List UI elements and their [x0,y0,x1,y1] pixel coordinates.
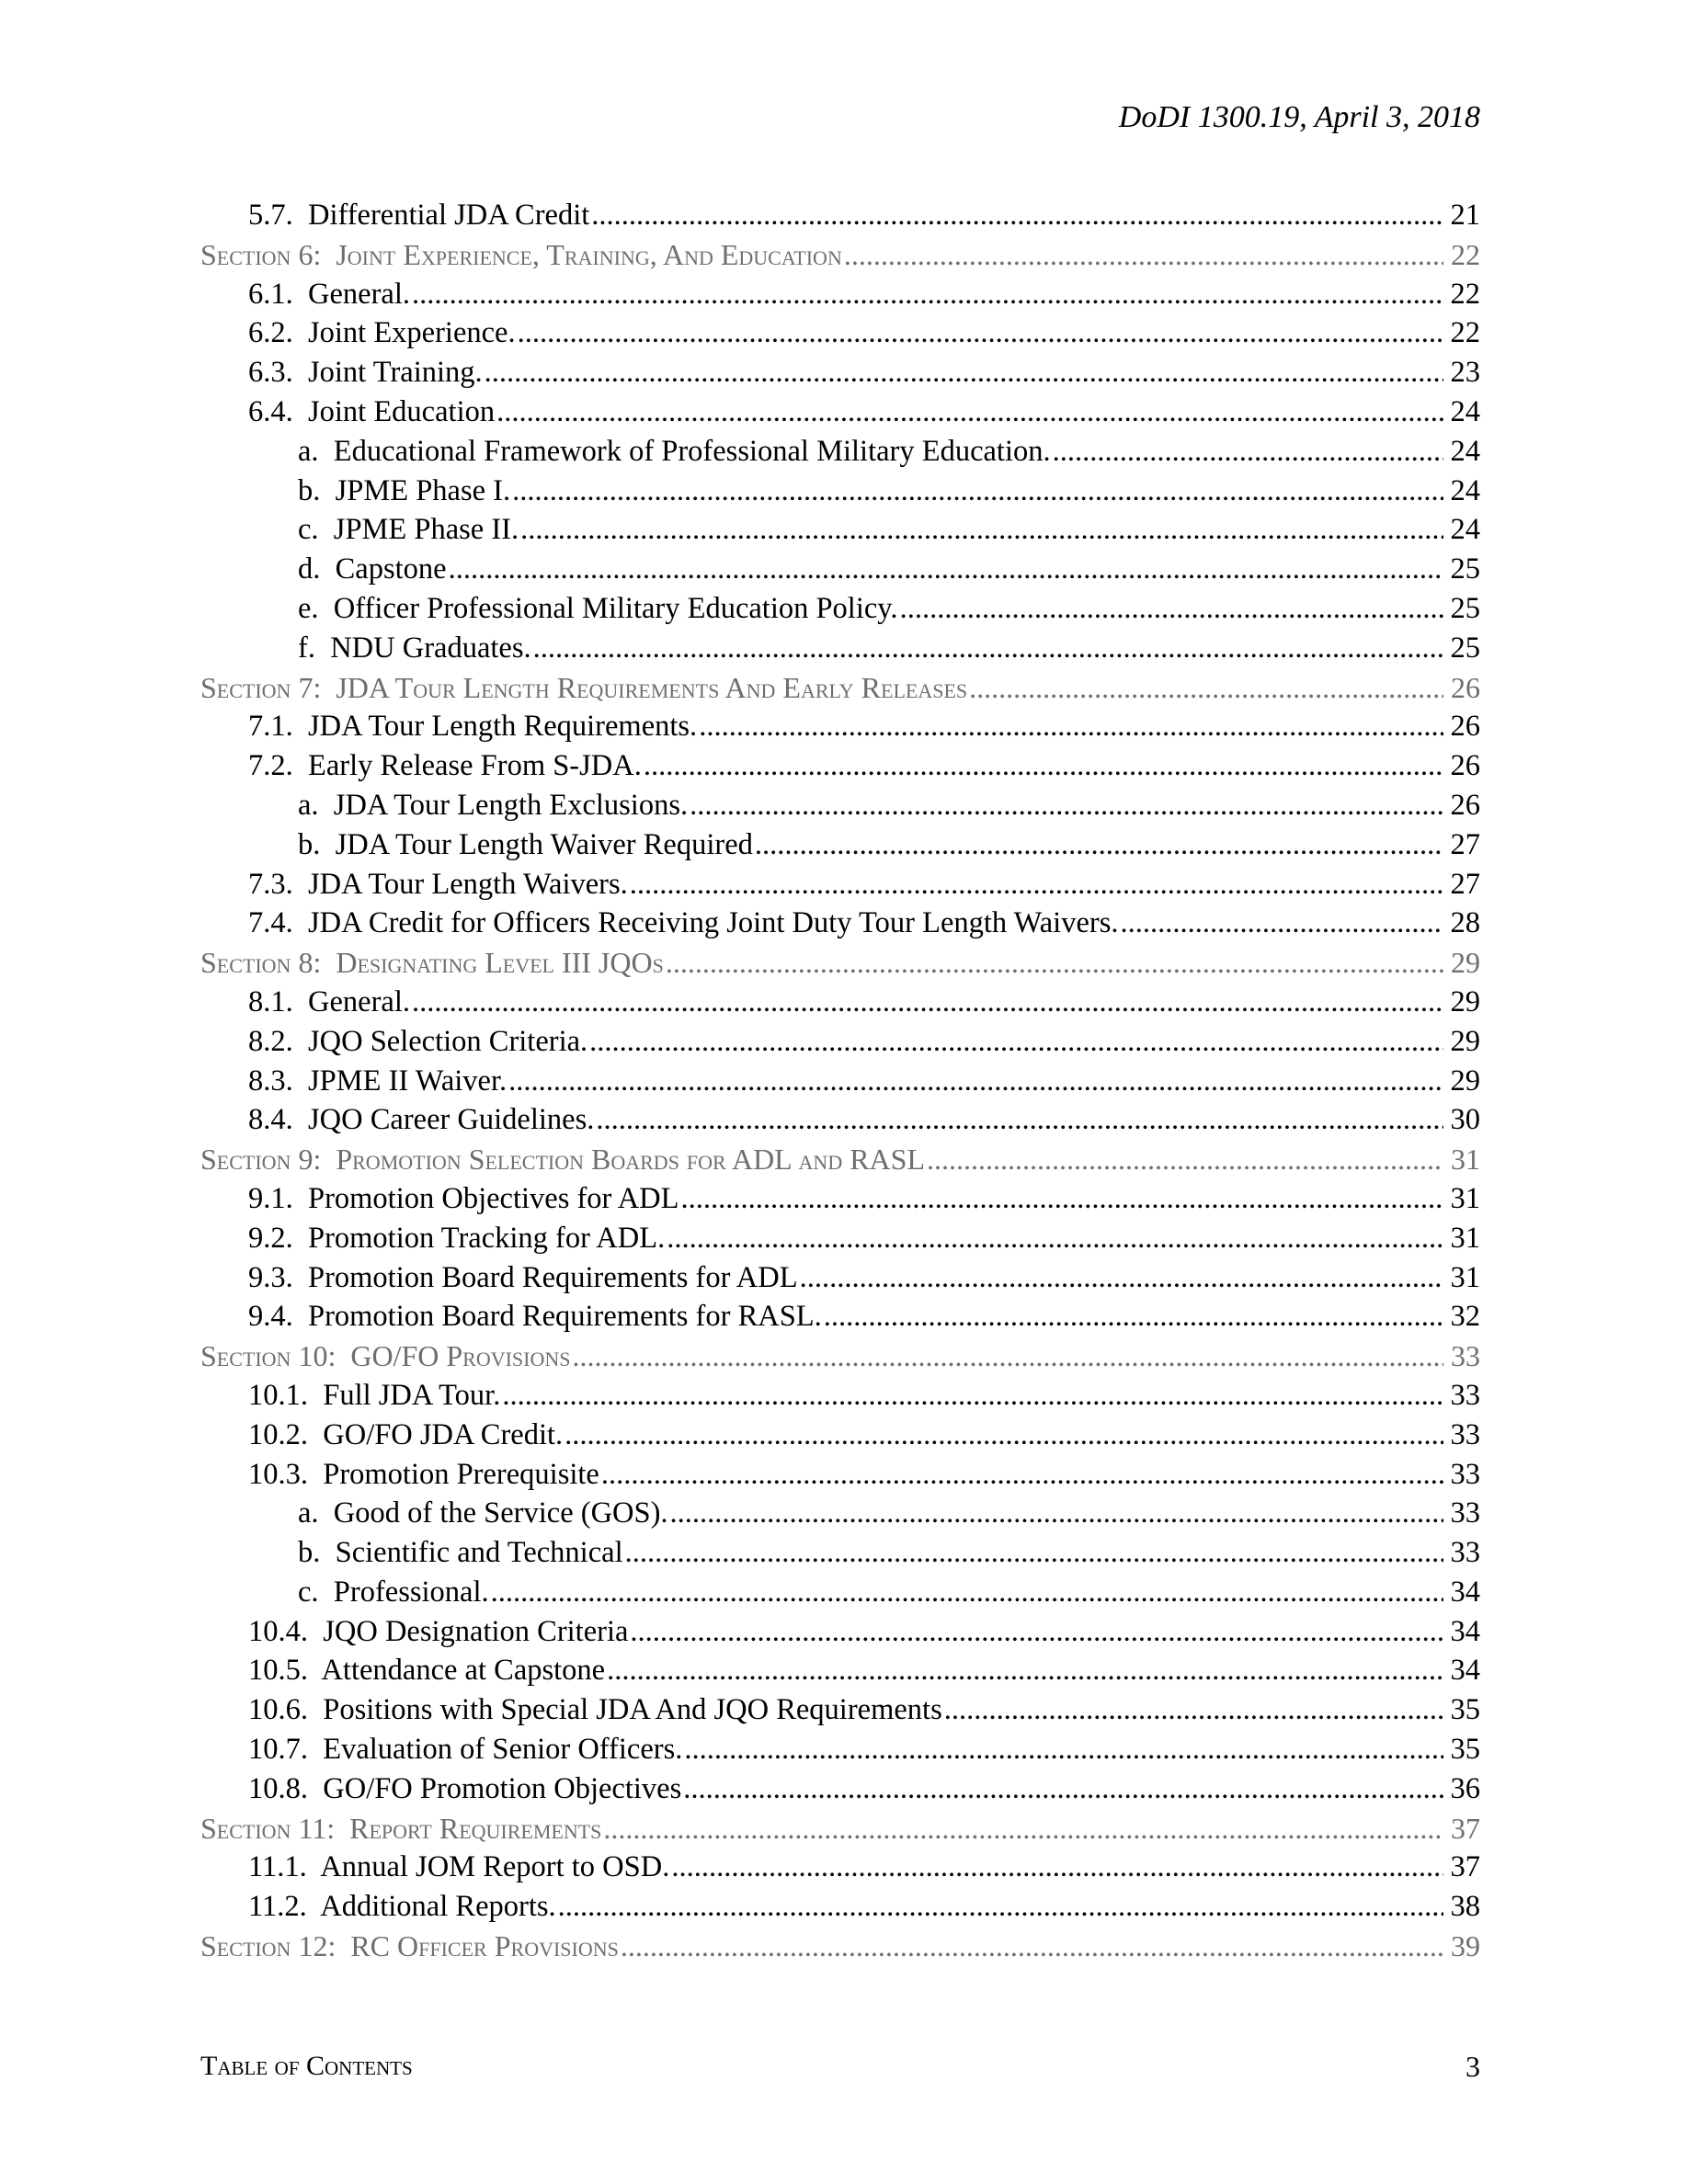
toc-entry-title: 8.1. General. [248,984,410,1018]
toc-entry[interactable] [200,1533,1480,1573]
toc-entry-title: b. JPME Phase I. [298,473,511,507]
toc-entry-title: b. JDA Tour Length Waiver Required [298,827,753,861]
toc-entry-title: 10.2. GO/FO JDA Credit. [248,1417,564,1451]
toc-entry[interactable] [200,589,1480,629]
toc-entry-title: Section 8: Designating Level III JQOs [200,946,664,980]
toc-entry[interactable] [200,550,1480,589]
dot-leader [900,589,1443,629]
toc-section-entry[interactable] [200,1809,1480,1848]
toc-entry[interactable] [200,1455,1480,1495]
toc-entry-title: 6.2. Joint Experience. [248,316,516,350]
toc-entry[interactable] [200,865,1480,904]
toc-entry-page-number: 33 [1450,1417,1480,1451]
dot-leader [683,1769,1443,1809]
dot-leader [1120,904,1443,943]
toc-entry[interactable] [200,1887,1480,1927]
toc-entry-title: b. Scientific and Technical [298,1536,623,1570]
toc-entry-title: 10.6. Positions with Special JDA And JQO Requirements [248,1693,942,1727]
toc-entry[interactable] [200,1416,1480,1455]
toc-entry[interactable] [200,1612,1480,1652]
toc-entry-page-number: 34 [1450,1575,1480,1609]
toc-entry-page-number: 27 [1450,827,1480,861]
toc-entry-title: e. Officer Professional Military Education Policy. [298,591,898,625]
toc-entry-page-number: 33 [1450,1496,1480,1530]
toc-entry-page-number: 24 [1450,434,1480,468]
toc-entry-page-number: 29 [1450,1064,1480,1098]
dot-leader [690,786,1443,825]
toc-entry[interactable] [200,786,1480,825]
dot-leader [412,275,1443,314]
dot-leader [565,1416,1443,1455]
toc-entry-title: a. Educational Framework of Professional Military Education. [298,434,1051,468]
dot-leader [681,1179,1444,1219]
toc-entry[interactable] [200,432,1480,472]
dot-leader [596,1100,1443,1140]
dot-leader [589,1022,1443,1062]
dot-leader [520,510,1443,550]
dot-leader [508,1062,1443,1101]
toc-entry-page-number: 24 [1450,394,1480,428]
toc-entry-page-number: 24 [1450,473,1480,507]
toc-entry-page-number: 33 [1450,1378,1480,1412]
toc-entry-page-number: 36 [1450,1771,1480,1805]
dot-leader [630,865,1443,904]
toc-entry[interactable] [200,1179,1480,1219]
dot-leader [944,1690,1443,1730]
toc-entry-page-number: 32 [1450,1300,1480,1334]
toc-entry-page-number: 29 [1450,984,1480,1018]
toc-entry-title: 10.7. Evaluation of Senior Officers. [248,1733,683,1767]
dot-leader [824,1297,1443,1337]
toc-entry-page-number: 26 [1450,749,1480,783]
toc-entry-title: 11.1. Annual JOM Report to OSD. [248,1850,670,1884]
toc-entry-page-number: 26 [1451,670,1480,704]
toc-entry-page-number: 34 [1450,1654,1480,1688]
toc-entry-title: 10.5. Attendance at Capstone [248,1654,606,1688]
toc-entry-title: 6.1. General. [248,277,410,311]
toc-entry[interactable] [200,392,1480,432]
toc-entry[interactable] [200,1100,1480,1140]
dot-leader [927,1140,1443,1179]
toc-entry-title: 7.2. Early Release From S-JDA. [248,749,642,783]
toc-entry-page-number: 31 [1450,1260,1480,1294]
toc-entry[interactable] [200,275,1480,314]
toc-entry-title: Section 6: Joint Experience, Training, And Education [200,237,842,271]
toc-entry[interactable] [200,1022,1480,1062]
toc-entry-page-number: 31 [1450,1221,1480,1255]
toc-entry-title: 7.3. JDA Tour Length Waivers. [248,867,628,901]
toc-entry[interactable] [200,746,1480,786]
toc-entry-title: 7.4. JDA Credit for Officers Receiving Joint Duty Tour Length Waivers. [248,906,1119,940]
toc-entry-title: d. Capstone [298,552,447,586]
toc-entry-title: 5.7. Differential JDA Credit [248,199,590,232]
toc-section-entry[interactable] [200,943,1480,983]
toc-entry-title: 9.3. Promotion Board Requirements for ADL [248,1260,798,1294]
toc-entry[interactable] [200,825,1480,865]
toc-entry-title: 8.2. JQO Selection Criteria. [248,1024,588,1058]
toc-entry-page-number: 26 [1450,710,1480,744]
toc-entry-page-number: 25 [1450,552,1480,586]
toc-entry-page-number: 30 [1450,1103,1480,1137]
toc-entry[interactable] [200,472,1480,511]
dot-leader [502,1376,1443,1416]
toc-entry-page-number: 31 [1450,1181,1480,1215]
dot-leader [518,313,1443,353]
dot-leader [601,1455,1443,1495]
toc-entry[interactable] [200,629,1480,668]
toc-entry-title: c. Professional. [298,1575,489,1609]
toc-section-entry[interactable] [200,1140,1480,1179]
dot-leader [449,550,1443,589]
dot-leader [591,196,1443,235]
toc-entry-page-number: 37 [1451,1811,1480,1845]
footer-section-label: Table of Contents [200,2051,413,2081]
toc-entry[interactable] [200,1690,1480,1730]
toc-entry-title: 8.3. JPME II Waiver. [248,1064,508,1098]
toc-entry-title: Section 9: Promotion Selection Boards for ADL and RASL [200,1143,925,1177]
dot-leader [755,825,1443,865]
dot-leader [667,1219,1443,1258]
toc-entry-page-number: 33 [1450,1536,1480,1570]
toc-entry[interactable] [200,904,1480,943]
toc-entry-title: a. Good of the Service (GOS). [298,1496,668,1530]
dot-leader [671,1848,1443,1887]
toc-entry-page-number: 25 [1450,591,1480,625]
toc-entry-title: 9.4. Promotion Board Requirements for RASL. [248,1300,822,1334]
toc-entry-page-number: 22 [1451,237,1480,271]
dot-leader [412,983,1443,1022]
toc-entry[interactable] [200,1219,1480,1258]
toc-entry[interactable] [200,313,1480,353]
toc-entry[interactable] [200,196,1480,235]
dot-leader [699,707,1443,746]
toc-section-entry[interactable] [200,235,1480,275]
dot-leader [625,1533,1443,1573]
dot-leader [621,1927,1443,1966]
dot-leader [844,235,1443,275]
toc-entry-title: 10.8. GO/FO Promotion Objectives [248,1771,682,1805]
dot-leader [607,1651,1443,1690]
dot-leader [1053,432,1443,472]
toc-entry-title: 10.3. Promotion Prerequisite [248,1457,599,1491]
toc-entry-title: 11.2. Additional Reports. [248,1890,556,1924]
toc-entry[interactable] [200,353,1480,392]
toc-entry-title: 10.4. JQO Designation Criteria [248,1614,629,1648]
toc-section-entry[interactable] [200,1927,1480,1966]
dot-leader [684,1730,1443,1769]
dot-leader [558,1887,1443,1927]
dot-leader [603,1809,1443,1848]
toc-entry-title: c. JPME Phase II. [298,513,519,547]
toc-entry[interactable] [200,1848,1480,1887]
toc-entry-title: 9.2. Promotion Tracking for ADL. [248,1221,666,1255]
toc-entry-page-number: 35 [1450,1693,1480,1727]
toc-entry-title: 7.1. JDA Tour Length Requirements. [248,710,698,744]
toc-entry[interactable] [200,1651,1480,1690]
toc-entry-page-number: 33 [1450,1457,1480,1491]
toc-entry-title: 6.4. Joint Education [248,394,496,428]
toc-entry-title: a. JDA Tour Length Exclusions. [298,788,689,822]
toc-entry-page-number: 29 [1451,946,1480,980]
dot-leader [630,1612,1443,1652]
toc-entry-page-number: 22 [1450,277,1480,311]
dot-leader [491,1573,1443,1612]
toc-section-entry[interactable] [200,668,1480,708]
dot-leader [666,943,1443,983]
toc-entry[interactable] [200,1376,1480,1416]
running-header: DoDI 1300.19, April 3, 2018 [1118,100,1480,134]
toc-entry-title: 6.3. Joint Training. [248,356,483,390]
toc-entry-page-number: 24 [1450,513,1480,547]
toc-entry-title: Section 7: JDA Tour Length Requirements And Early Releases [200,670,968,704]
toc-entry-page-number: 25 [1450,631,1480,665]
toc-entry[interactable] [200,1494,1480,1533]
toc-entry-page-number: 26 [1450,788,1480,822]
toc-entry[interactable] [200,1573,1480,1612]
toc-entry-page-number: 37 [1450,1850,1480,1884]
toc-entry-page-number: 31 [1451,1143,1480,1177]
toc-entry[interactable] [200,983,1480,1022]
dot-leader [512,472,1443,511]
dot-leader [644,746,1443,786]
toc-entry-title: 9.1. Promotion Objectives for ADL [248,1181,679,1215]
toc-entry[interactable] [200,1062,1480,1101]
dot-leader [496,392,1443,432]
dot-leader [670,1494,1443,1533]
dot-leader [485,353,1443,392]
toc-entry-page-number: 38 [1450,1890,1480,1924]
toc-entry-page-number: 29 [1450,1024,1480,1058]
toc-entry-page-number: 33 [1451,1339,1480,1373]
toc-entry-title: Section 11: Report Requirements [200,1811,602,1845]
toc-entry-page-number: 23 [1450,356,1480,390]
toc-section-entry[interactable] [200,1337,1480,1376]
dot-leader [969,668,1443,708]
toc-entry[interactable] [200,510,1480,550]
footer-page-number: 3 [1466,2050,1480,2083]
toc-entry-title: f. NDU Graduates. [298,631,531,665]
toc-entry-page-number: 22 [1450,316,1480,350]
toc-entry-page-number: 39 [1451,1929,1480,1963]
toc-entry-title: Section 10: GO/FO Provisions [200,1339,571,1373]
toc-entry[interactable] [200,1730,1480,1769]
toc-entry-page-number: 27 [1450,867,1480,901]
toc-entry-page-number: 21 [1450,199,1480,232]
dot-leader [800,1258,1443,1298]
dot-leader [533,629,1443,668]
toc-entry-title: 10.1. Full JDA Tour. [248,1378,501,1412]
toc-entry[interactable] [200,1297,1480,1337]
toc-entry[interactable] [200,1258,1480,1298]
toc-entry-page-number: 35 [1450,1733,1480,1767]
toc-entry-title: Section 12: RC Officer Provisions [200,1929,619,1963]
toc-entry-title: 8.4. JQO Career Guidelines. [248,1103,595,1137]
toc-entry-page-number: 28 [1450,906,1480,940]
toc-entry[interactable] [200,1769,1480,1809]
toc-entry-page-number: 34 [1450,1614,1480,1648]
dot-leader [573,1337,1444,1376]
toc-entry[interactable] [200,707,1480,746]
table-of-contents [200,196,1480,1966]
